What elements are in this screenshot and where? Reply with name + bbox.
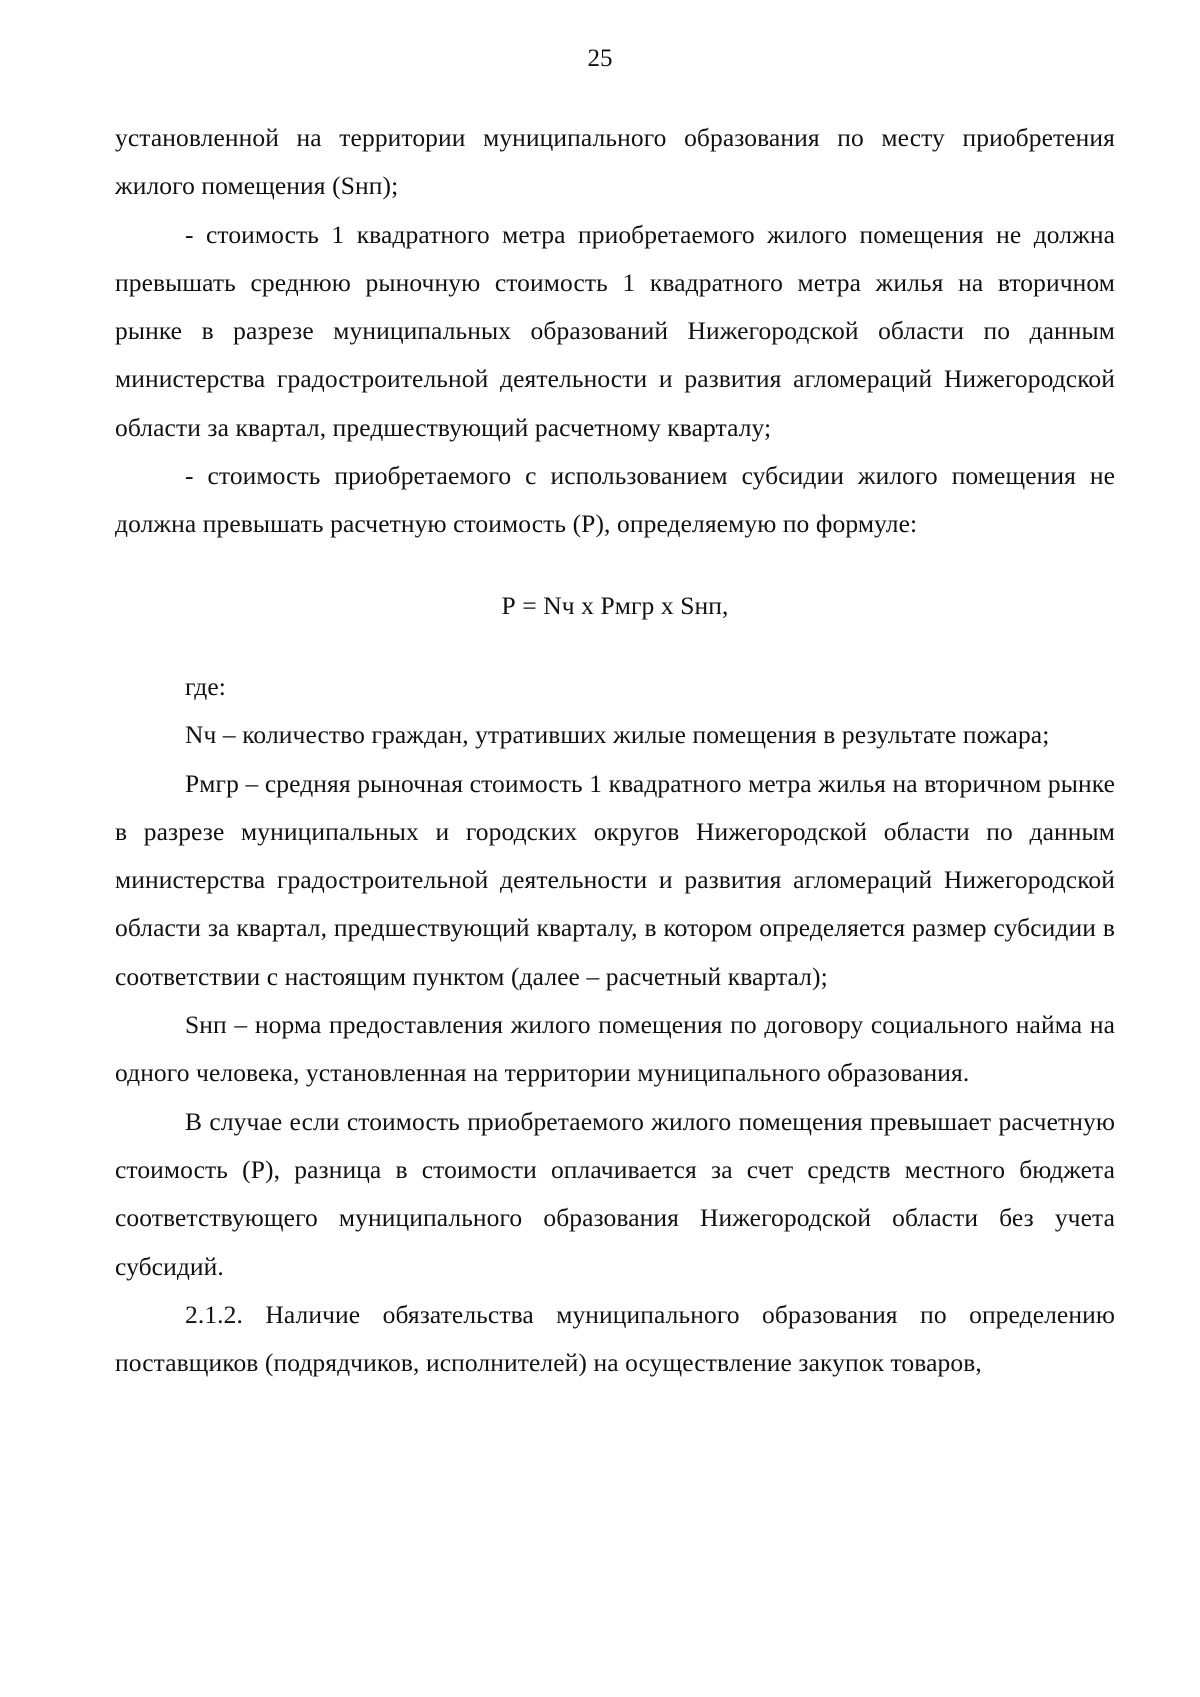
definition-rmgr: Рмгр – средняя рыночная стоимость 1 квадратного метра жилья на вторичном рынке в разрезе муниципальных и городских округов Нижегородской области по данным министерства градостроительной деятельности и развития агломераций Нижегородской области за квартал, предшествующий кварталу, в котором определяется размер субсидии в соответствии с настоящим пунктом (далее – расчетный квартал); bbox=[115, 768, 1115, 991]
paragraph-where: где: bbox=[185, 671, 226, 701]
definition-snp: Sнп – норма предоставления жилого помещения по договору социального найма на одного человека, установленная на территории муниципального образования. bbox=[115, 1010, 1115, 1088]
formula: Р = Nч х Рмгр х Sнп, bbox=[501, 590, 729, 620]
paragraph-excess-cost: В случае если стоимость приобретаемого жилого помещения превышает расчетную стоимость (Р), разница в стоимости оплачивается за счет средств местного бюджета соответствующего муниципального образования Нижегородской области без учета субсидий. bbox=[115, 1106, 1115, 1281]
paragraph-price-limit: - стоимость приобретаемого с использованием субсидии жилого помещения не должна превышать расчетную стоимость (Р), определяемую по формуле: bbox=[115, 461, 1115, 539]
page-number: 25 bbox=[587, 45, 613, 72]
paragraph-continuation: установленной на территории муниципального образования по месту приобретения жилого помещения (Sнп); bbox=[115, 123, 1115, 201]
paragraph-2-1-2: 2.1.2. Наличие обязательства муниципального образования по определению поставщиков (подрядчиков, исполнителей) на осуществление закупок товаров, bbox=[115, 1299, 1115, 1378]
paragraph-price-per-sqm: - стоимость 1 квадратного метра приобретаемого жилого помещения не должна превышать среднюю рыночную стоимость 1 квадратного метра жилья на вторичном рынке в разрезе муниципальных образований Нижегородской области по данным министерства градостроительной деятельности и развития агломераций Нижегородской области за квартал, предшествующий расчетному кварталу; bbox=[115, 219, 1115, 442]
definition-nch: Nч – количество граждан, утративших жилые помещения в результате пожара; bbox=[185, 720, 1050, 750]
document-body bbox=[115, 114, 1115, 1387]
